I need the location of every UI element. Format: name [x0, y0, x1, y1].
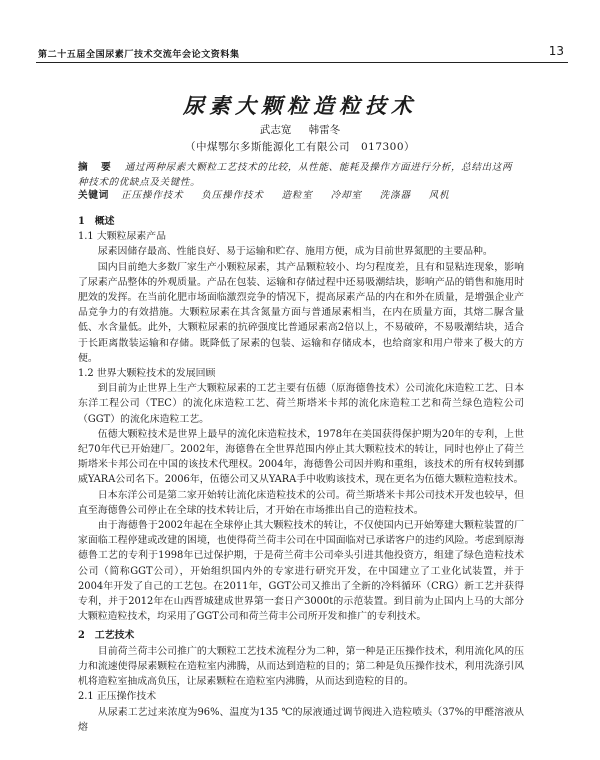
keyword: 冷却室 [330, 190, 362, 201]
keyword: 造粒室 [281, 190, 313, 201]
paragraph: 日本东洋公司是第二家开始转让流化床造粒技术的公司。荷兰斯塔米卡邦公司技术开发也较早，但直至海德鲁公司停止在全球的技术转让后，才开始在市场推出自己的造粒技术。 [78, 489, 524, 516]
paragraph: 伍德大颗粒技术是世界上最早的流化床造粒技术，1978年在美国获得保护期为20年的专利，上世纪70年代已开始建厂。2002年，海德鲁在全世界范围内停止其大颗粒技术的转让，同时也停止了荷兰斯塔米卡邦公司在中国的该技术代理权。2004年，海德鲁公司因并购和重组，该技术的所有权转到挪威YARA公司名下。2006年，伍德公司又从YARA手中收购该技术，现在更名为伍德大颗粒造粒技术。 [78, 428, 524, 486]
abstract-text: 通过两种尿素大颗粒工艺技术的比较，从性能、能耗及操作方面进行分析，总结出这两种技术的优缺点及关键性。 [78, 162, 513, 188]
author-name: 武志宽 [259, 124, 292, 136]
paragraph: 尿素因储存最高、性能良好、易于运输和贮存、施用方便，成为目前世界氮肥的主要品种。 [97, 246, 493, 258]
section-heading: 1 概述 [78, 216, 115, 227]
author-name: 韩雷冬 [308, 124, 341, 136]
keyword: 洗涤器 [379, 190, 411, 201]
article-title: 尿素大颗粒造粒技术 [183, 93, 417, 118]
subsection-heading: 1.1 大颗粒尿素产品 [78, 231, 166, 243]
paragraph: 从尿素工艺过来浓度为96%、温度为135 ℃的尿液通过调节阀进入造粒喷头（37%的甲醛溶液从熔 [78, 706, 524, 733]
keyword: 正压操作技术 [121, 190, 184, 201]
affiliation: （中煤鄂尔多斯能源化工有限公司 017300） [184, 141, 416, 153]
header-divider [36, 62, 568, 63]
paragraph: 目前荷兰荷丰公司推广的大颗粒工艺技术流程分为二种，第一种是正压操作技术，利用流化风的压力和流速使得尿素颗粒在造粒室内沸腾，从而达到造粒的目的；第二种是负压操作技术，利用洗涤引风机将造粒室抽成高负压，让尿素颗粒在造粒室内沸腾，从而达到造粒的目的。 [78, 645, 524, 688]
keywords [78, 187, 518, 201]
paragraph: 由于海德鲁于2002年起在全球停止其大颗粒技术的转让，不仅使国内已开始筹建大颗粒装置的厂家面临工程停建或改建的困境，也使得荷兰荷丰公司在中国面临对已承诺客户的违约风险。考虑到原海德鲁工艺的专利于1998年已过保护期，于是荷兰荷丰公司牵头引进其他投资方，组建了绿色造粒技术公司（简称GGT公司），开始组织国内外的专家进行研究开发，在中国建立了工业化试装置，并于2004年开发了自己的工艺包。在2011年，GGT公司又推出了全新的冷料循环（CRG）新工艺并获得专利，并于2012年在山西晋城建成世界第一套日产3000t的示范装置。到目前为止国内上马的大部分大颗粒造粒技术，均采用了GGT公司和荷兰荷丰公司所开发和推广的专利技术。 [78, 520, 524, 623]
keyword: 负压操作技术 [201, 190, 264, 201]
abstract-label: 摘 要 [78, 162, 113, 173]
abstract [78, 160, 518, 190]
running-header: 第二十五届全国尿素厂技术交流年会论文资料集 [38, 50, 240, 60]
paragraph: 国内目前绝大多数厂家生产小颗粒尿素，其产品颗粒较小、均匀程度差，且有和显粘连现象，影响了尿素产品整体的外观质量。产品在包装、运输和存储过程中还易吸潮结块，影响产品的销售和施用时肥效的发挥。在当前化肥市场面临激烈竞争的情况下，提高尿素产品的内在和外在质量，是增强企业产品竞争力的有效措施。大颗粒尿素在其含氮量方面与普通尿素相当，在内在质量方面，其熔二脲含量低、水含量低。此外，大颗粒尿素的抗碎强度比普通尿素高2倍以上，不易破碎，不易吸潮结块，适合于长距离散装运输和存储。既降低了尿素的包装、运输和存储成本，也给商家和用户带来了极大的方便。 [78, 261, 524, 364]
keyword: 风机 [428, 190, 450, 201]
subsection-heading: 2.1 正压操作技术 [78, 691, 157, 703]
author-line [0, 122, 600, 137]
article-body [78, 214, 524, 735]
keywords-label: 关键词 [78, 190, 110, 201]
page-number: 13 [548, 44, 564, 58]
section-heading: 2 工艺技术 [78, 630, 135, 642]
paragraph: 到目前为止世界上生产大颗粒尿素的工艺主要有伍德（原海德鲁技术）公司流化床造粒工艺、日本东洋工程公司（TEC）的流化床造粒工艺、荷兰斯塔米卡邦的流化床造粒工艺和荷兰绿色造粒公司（GGT）的流化床造粒工艺。 [78, 383, 524, 425]
subsection-heading: 1.2 世界大颗粒技术的发展回顾 [78, 368, 216, 380]
